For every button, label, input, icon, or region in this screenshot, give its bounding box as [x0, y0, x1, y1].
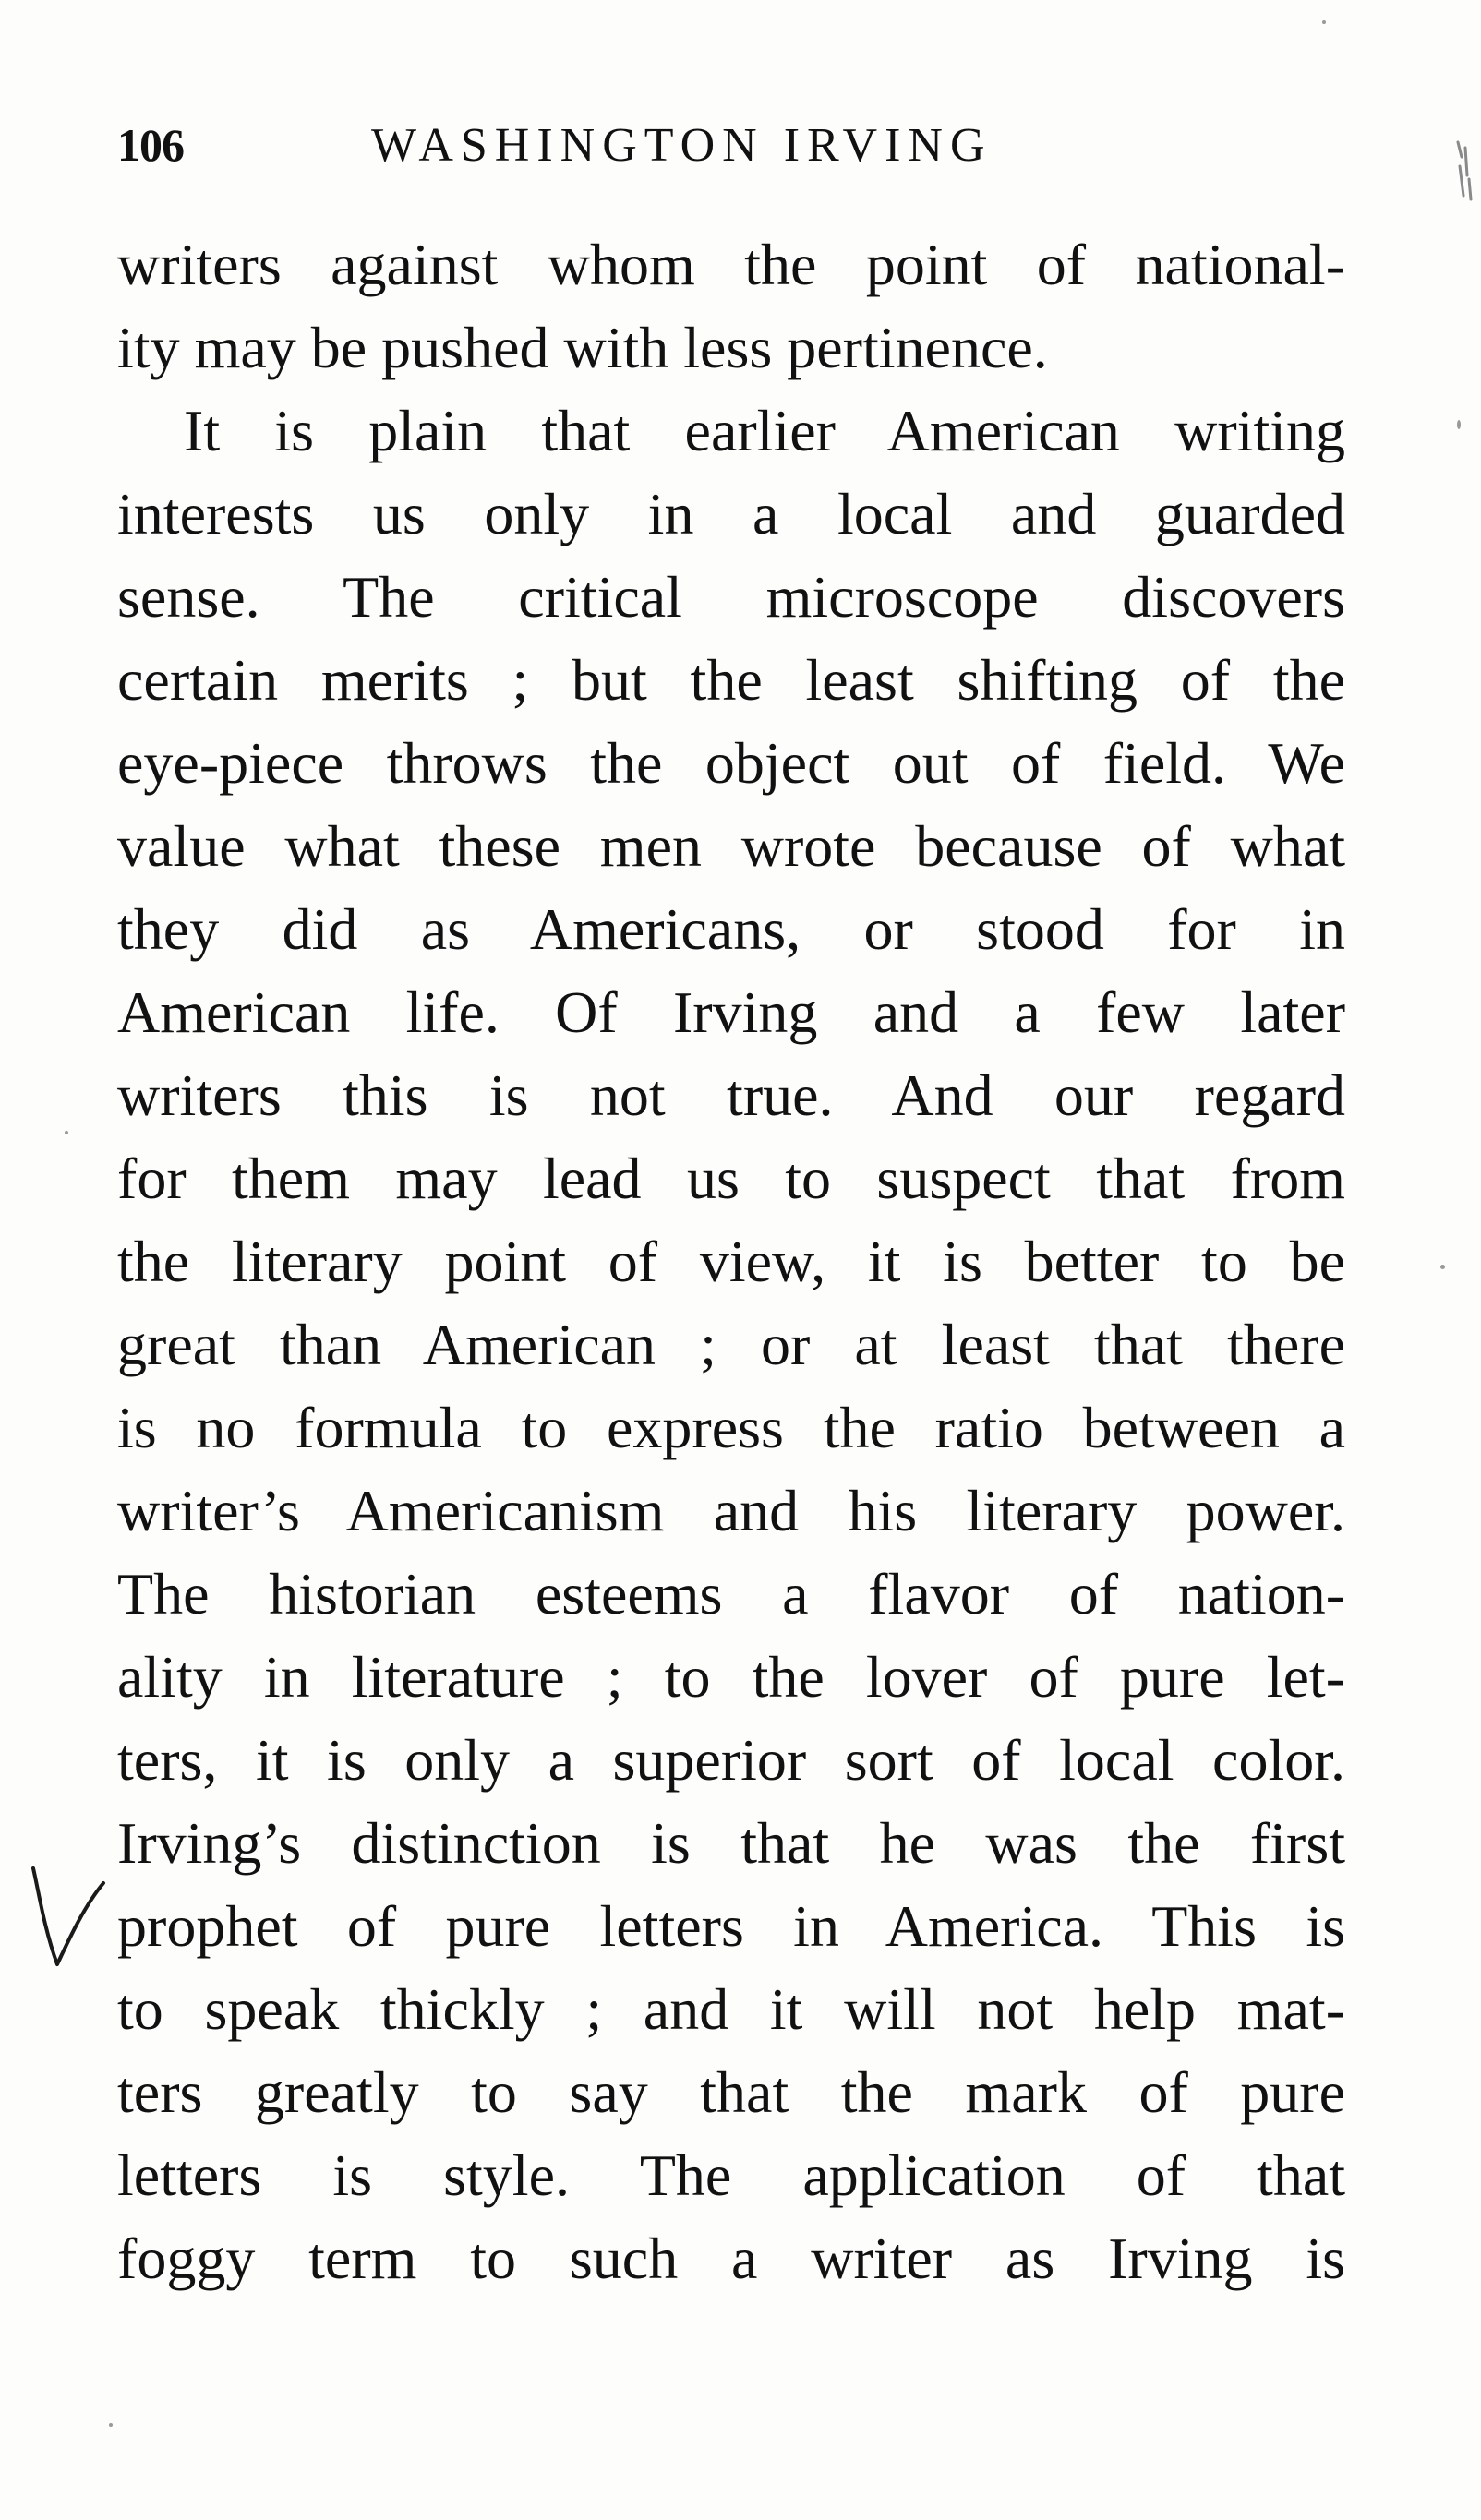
- text-line: certain merits ; but the least shifting of the: [117, 647, 1345, 713]
- text-line: eye-piece throws the object out of field. We: [117, 730, 1345, 796]
- scan-artifact-icon: [1454, 138, 1475, 203]
- text-line: writer’s Americanism and his literary power.: [117, 1478, 1345, 1543]
- text-line: writers against whom the point of national-: [117, 232, 1345, 297]
- text-line: American life. Of Irving and a few later: [117, 979, 1345, 1045]
- text-line: ity may be pushed with less pertinence.: [117, 315, 1048, 380]
- running-head: [117, 118, 1345, 183]
- text-line: It is plain that earlier American writing: [184, 398, 1345, 463]
- paper-speck: [1440, 1265, 1445, 1269]
- paper-speck: [65, 1131, 68, 1134]
- running-title: WASHINGTON IRVING: [371, 119, 993, 172]
- text-line: is no formula to express the ratio between a: [117, 1395, 1345, 1460]
- text-line: to speak thickly ; and it will not help mat-: [117, 1976, 1345, 2042]
- text-line: sense. The critical microscope discovers: [117, 564, 1345, 630]
- text-line: great than American ; or at least that there: [117, 1312, 1345, 1377]
- paper-speck: [109, 2423, 113, 2427]
- paper-speck: [1457, 420, 1461, 429]
- text-line: for them may lead us to suspect that from: [117, 1146, 1345, 1211]
- paper-speck: [1322, 20, 1326, 24]
- text-line: prophet of pure letters in America. This is: [117, 1893, 1345, 1959]
- body-text: [117, 223, 1345, 2300]
- text-line: ters, it is only a superior sort of local color.: [117, 1727, 1345, 1793]
- text-line: value what these men wrote because of what: [117, 813, 1345, 879]
- page-number: 106: [117, 119, 184, 171]
- text-line: they did as Americans, or stood for in: [117, 896, 1345, 962]
- text-line: writers this is not true. And our regard: [117, 1062, 1345, 1128]
- check-mark-icon: [26, 1855, 109, 1975]
- text-line: ters greatly to say that the mark of pure: [117, 2059, 1345, 2125]
- text-line: ality in literature ; to the lover of pure let-: [117, 1644, 1345, 1710]
- text-line: letters is style. The application of that: [117, 2142, 1345, 2208]
- text-line: Irving’s distinction is that he was the first: [117, 1810, 1345, 1876]
- text-line: interests us only in a local and guarded: [117, 481, 1345, 546]
- text-line: the literary point of view, it is better to be: [117, 1229, 1345, 1294]
- text-line: The historian esteems a flavor of nation-: [117, 1561, 1345, 1626]
- text-line: foggy term to such a writer as Irving is: [117, 2226, 1345, 2291]
